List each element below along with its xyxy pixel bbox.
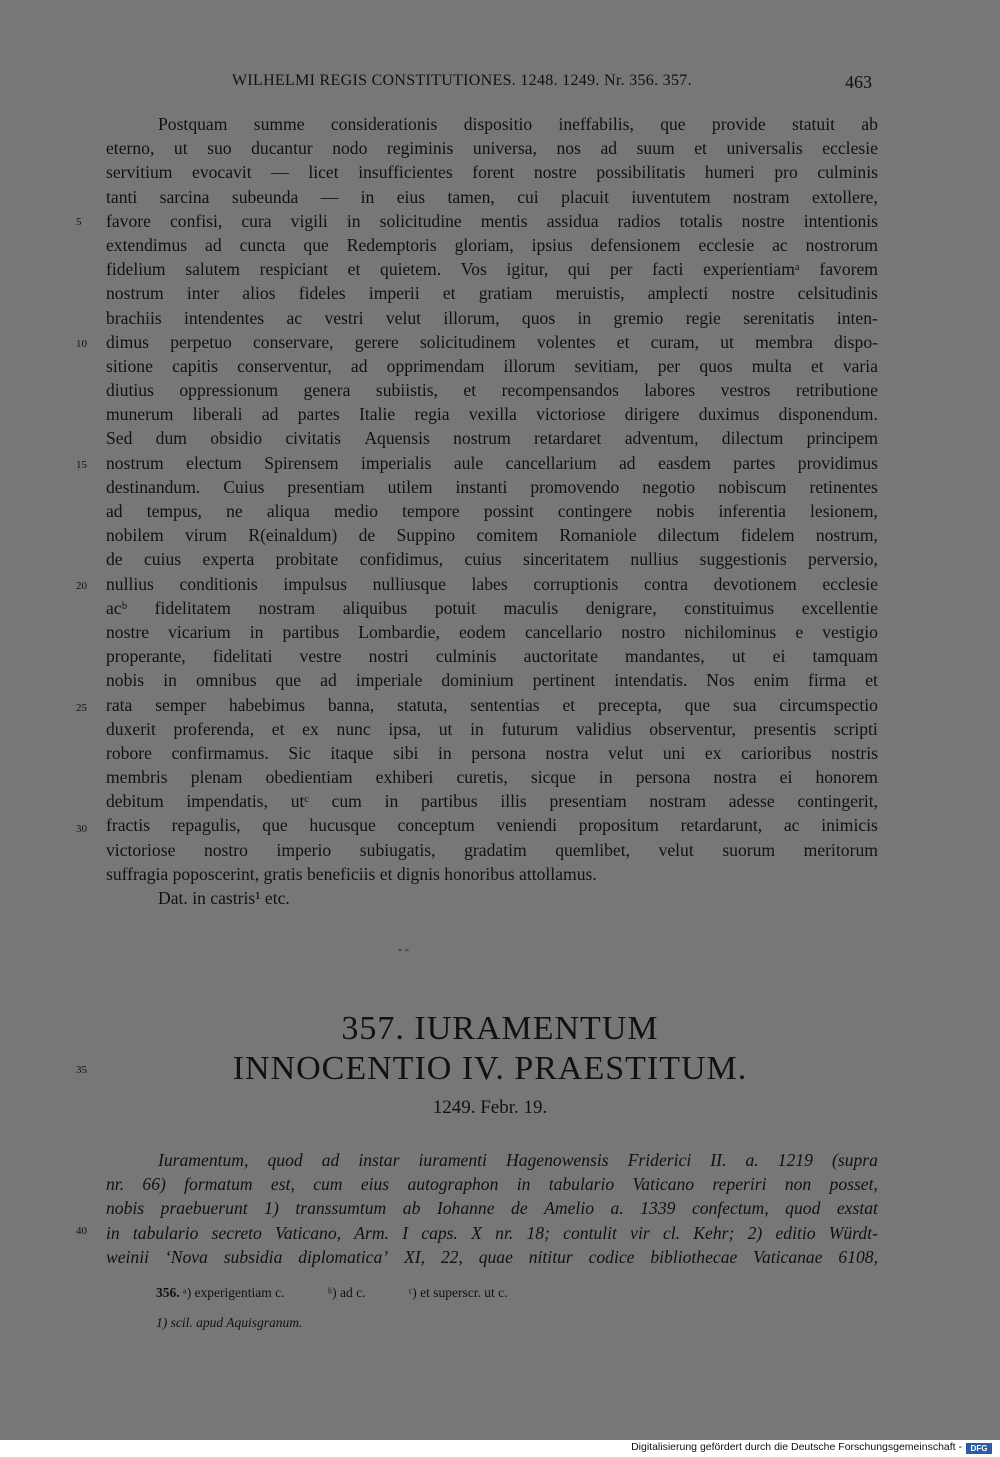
text-line: de cuius experta probitate confidimus, cuius sinceritatem nullius suggestionis perversio, <box>106 549 878 570</box>
line-number: 10 <box>76 338 87 350</box>
text-line: tanti sarcina subeunda — in eius tamen, cui placuit iuventutem nostram extollere, <box>106 186 878 207</box>
text-line: munerum liberali ad partes Italie regia vexilla victoriose dirigere duximus disponendum. <box>106 404 878 425</box>
text-line: in tabulario secreto Vaticano, Arm. I caps. X nr. 18; contulit vir cl. Kehr; 2) editio Würdt- <box>106 1222 878 1243</box>
line-number: 40 <box>76 1225 87 1237</box>
running-title: WILHELMI REGIS CONSTITUTIONES. 1248. 1249. Nr. 356. 357. <box>232 72 692 89</box>
text-line: robore confirmamus. Sic itaque sibi in persona nostra velut uni ex carioribus nostris <box>106 742 878 763</box>
footnote-a: ᵃ) experigentiam c. <box>183 1285 285 1300</box>
line-number: 5 <box>76 216 82 228</box>
text-line: debitum impendatis, utᶜ cum in partibus illis presentiam nostram adesse contingerit, <box>106 791 878 812</box>
text-line: diutius oppressionum genera subiistis, et recompensandos labores vestros retributione <box>106 380 878 401</box>
text-line: favore confisi, cura vigili in solicitudine mentis assidua radios totalis nostre intentionis <box>106 210 878 231</box>
text-line: nostrum inter alios fideles imperii et gratiam meruistis, amplecti nostre celsitudinis <box>106 283 878 304</box>
text-line: duxerit proferenda, et ex nunc ipsa, ut in futurum validius observentur, presentis scripti <box>106 718 878 739</box>
dfg-logo: DFG <box>966 1443 992 1454</box>
text-line: nobilem virum R(einaldum) de Suppino comitem Romaniole dilectum fidelem nostrum, <box>106 525 878 546</box>
footnote-b: ᵇ) ad c. <box>327 1285 366 1300</box>
line-number: 15 <box>76 459 87 471</box>
main-text <box>106 112 878 910</box>
text-line: weinii ‘Nova subsidia diplomatica’ XI, 22, quae nititur codice bibliothecae Vaticanae 6108, <box>106 1246 878 1267</box>
line-number: 35 <box>76 1064 87 1076</box>
section-title-line1: 357. IURAMENTUM <box>341 1010 659 1047</box>
footnote-c: ᶜ) et superscr. ut c. <box>408 1285 508 1300</box>
section-date: 1249. Febr. 19. <box>432 1097 548 1118</box>
line-number: 20 <box>76 580 87 592</box>
text-line: ad tempus, ne aliqua medio tempore possint contingere nobis inferentia lesionem, <box>106 501 878 521</box>
footnote-ref: 356. <box>156 1285 180 1300</box>
line-number: 25 <box>76 702 87 714</box>
footnote-row-letters <box>156 1283 508 1313</box>
text-line: acᵇ fidelitatem nostram aliquibus potuit maculis denigrare, constituimus excellentie <box>106 597 878 618</box>
text-line: eterno, ut suo ducantur nodo regiminis universa, nos ad suum et universalis ecclesie <box>106 138 878 159</box>
intro-text <box>106 1148 878 1269</box>
text-line: nr. 66) formatum est, cum eius autographon in tabulario Vaticano reperiri non posset, <box>106 1174 878 1195</box>
text-line: nobis in omnibus que ad imperiale dominium pertinent intendatis. Nos enim firma et <box>106 670 878 691</box>
line-number: 30 <box>76 823 87 835</box>
text-line: extendimus ad cuncta que Redemptoris gloriam, ipsius defensionem ecclesie ac nostrorum <box>106 234 878 255</box>
text-line: fractis repagulis, que hucusque conceptum veniendi propositum retardarunt, ac inimicis <box>106 815 878 836</box>
text-line: nobis praebuerunt 1) transsumtum ab Iohanne de Amelio a. 1339 confectum, quod exstat <box>106 1198 878 1219</box>
text-line: servitium evocavit — licet insufficientes forent nostre possibilitatis humeri pro culminis <box>106 162 878 183</box>
text-line: Dat. in castris¹ etc. <box>158 888 290 908</box>
footer-text: Digitalisierung gefördert durch die Deutsche Forschungsgemeinschaft - <box>631 1441 962 1453</box>
footnote-row-numbered <box>156 1313 508 1343</box>
text-line: fidelium salutem respiciant et quietem. Vos igitur, qui per facti experientiamᵃ favorem <box>106 259 878 280</box>
text-line: sitione capitis conserventur, ad opprimendam illorum sevitiam, per quos multa et varia <box>106 355 878 376</box>
section-title-line2: INNOCENTIO IV. PRAESTITUM. <box>232 1050 748 1087</box>
footnotes <box>156 1283 508 1343</box>
text-line: suffragia poposcerint, gratis beneficiis et dignis honoribus attollamus. <box>106 863 597 884</box>
text-line: Postquam summe considerationis dispositio ineffabilis, que provide statuit ab <box>158 114 878 134</box>
text-line: membris plenam obedientiam exhiberi curetis, sicque in persona nostra ei honorem <box>106 767 878 788</box>
text-line: nostrum electum Spirensem imperialis aule cancellarium ad easdem partes providimus <box>106 452 878 473</box>
section-separator: - - <box>398 942 409 956</box>
footer-bar <box>0 1440 1000 1457</box>
page-number: 463 <box>845 72 872 92</box>
text-line: Iuramentum, quod ad instar iuramenti Hagenowensis Friderici II. a. 1219 (supra <box>158 1150 878 1170</box>
text-line: destinandum. Cuius presentiam utilem instanti promovendo negotio nobiscum retinentes <box>106 476 878 497</box>
text-line: nullius conditionis impulsus nulliusque labes corruptionis contra devotionem ecclesie <box>106 573 878 594</box>
footnote-1: 1) scil. apud Aquisgranum. <box>156 1315 303 1330</box>
text-line: nostre vicarium in partibus Lombardie, eodem cancellario nostro nichilominus e vestigio <box>106 621 878 642</box>
text-line: Sed dum obsidio civitatis Aquensis nostrum retardaret adventum, dilectum principem <box>106 428 878 449</box>
text-line: victoriose nostro imperio subiugatis, gradatim quemlibet, velut suorum meritorum <box>106 839 878 860</box>
text-line: properante, fidelitati vestre nostri culminis auctoritate mandantes, ut ei tamquam <box>106 646 878 667</box>
text-line: brachiis intendentes ac vestri velut illorum, quos in gremio regie serenitatis inten- <box>106 307 878 328</box>
text-line: rata semper habebimus banna, statuta, sententias et precepta, que sua circumspectio <box>106 694 878 715</box>
text-line: dimus perpetuo conservare, gerere solicitudinem volentes et curam, ut membra dispo- <box>106 331 878 352</box>
